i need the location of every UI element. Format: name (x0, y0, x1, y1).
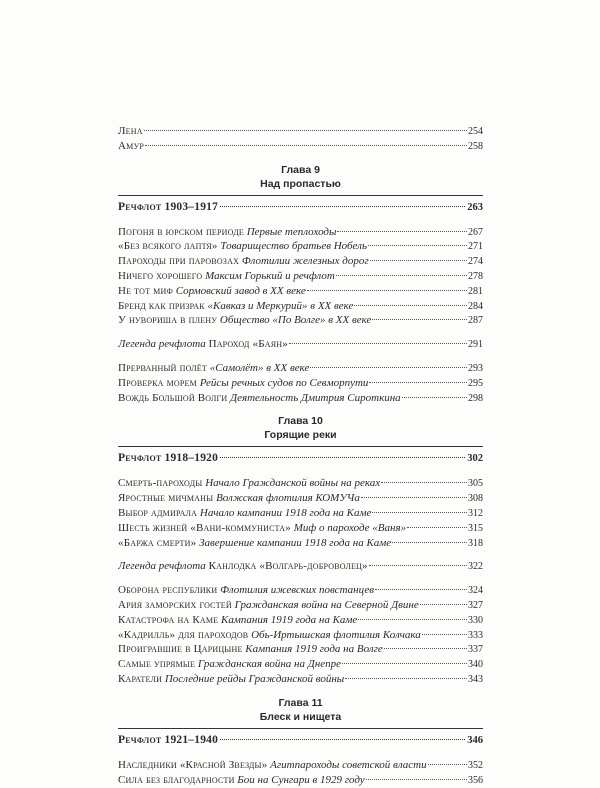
chapter-number: Глава 10 (278, 415, 323, 428)
entry-text (118, 391, 401, 405)
entry-title: Пароход «Баян» (208, 338, 288, 351)
toc-entry (118, 758, 483, 773)
entry-title: Катастрофа на Каме (118, 613, 219, 626)
section-gap (118, 550, 483, 559)
entry-subtitle: Первые теплоходы (246, 225, 337, 238)
entry-title: Яростные мичманы (118, 492, 214, 505)
toc-entry (118, 559, 483, 574)
chapter-heading (118, 415, 483, 442)
entry-title: Проигравшие в Царицыне (118, 643, 243, 656)
part-title: Речфлот 1918–1920 (118, 452, 219, 465)
entry-text (118, 613, 357, 627)
entry-subtitle: Начало Гражданской войны на реках (205, 477, 381, 490)
dot-leader (369, 565, 467, 566)
page-number: 267 (468, 226, 483, 238)
dot-leader (354, 305, 467, 306)
toc-entry (118, 657, 483, 672)
entry-text (118, 559, 368, 573)
toc-entry (118, 124, 483, 139)
toc-entry (118, 521, 483, 536)
entry-title: Сила без благодарности (118, 773, 235, 786)
page-number: 327 (468, 599, 483, 611)
entry-title: Канлодка «Волгарь-доброволец» (208, 560, 368, 573)
dot-leader (345, 678, 467, 679)
page-number: 271 (468, 241, 483, 253)
chapter-heading (118, 164, 483, 191)
entry-title: У нувориша в плену (118, 314, 218, 327)
entry-text (118, 239, 367, 253)
page-number: 340 (468, 659, 483, 671)
entry-title: Вождь Большой Волги (118, 391, 228, 404)
dot-leader (384, 648, 467, 649)
entry-title: Прерванный полёт (118, 361, 207, 374)
dot-leader (358, 619, 467, 620)
page-number: 324 (468, 585, 483, 597)
dot-leader (145, 145, 467, 146)
section-gap (118, 574, 483, 583)
entry-subtitle: Кампания 1919 года на Каме (221, 613, 358, 626)
entry-title: Пароходы при паровозах (118, 255, 240, 268)
dot-leader (392, 542, 467, 543)
entry-text (118, 521, 406, 535)
toc-entry (118, 773, 483, 788)
part-heading (118, 446, 483, 467)
toc-entry (118, 239, 483, 254)
entry-title: Амур (118, 139, 144, 152)
entry-subtitle: Сормовский завод в XX веке (175, 284, 306, 297)
page-number: 291 (468, 339, 483, 351)
chapter-number: Глава 11 (278, 696, 323, 709)
entry-text (118, 313, 371, 327)
toc-entry (118, 491, 483, 506)
dot-leader (361, 497, 467, 498)
entry-title: Выбор адмирала (118, 506, 198, 519)
dot-leader (372, 512, 467, 513)
toc-entry (118, 361, 483, 376)
toc-entry (118, 313, 483, 328)
entry-subtitle: Флотилии железных дорог (241, 255, 369, 268)
section-gap (118, 352, 483, 361)
part-title: Речфлот 1921–1940 (118, 733, 219, 746)
page-number: 333 (468, 629, 483, 641)
chapter-number: Глава 9 (281, 163, 320, 176)
page-number: 295 (468, 377, 483, 389)
dot-leader (220, 206, 465, 207)
dot-leader (366, 779, 467, 780)
entry-title: Проверка морем (118, 376, 197, 389)
dot-leader (420, 604, 467, 605)
section-gap (118, 328, 483, 337)
page-number: 330 (468, 614, 483, 626)
entry-subtitle: Максим Горький и речфлот (205, 269, 335, 282)
entry-text (118, 491, 360, 505)
page-number: 356 (468, 774, 483, 786)
dot-leader (310, 367, 467, 368)
toc-entry (118, 376, 483, 391)
chapter-title: Горящие реки (264, 429, 337, 442)
entry-subtitle: Общество «По Волге» в XX веке (219, 314, 372, 327)
entry-text (118, 337, 288, 351)
entry-subtitle: Миф о пароходе «Ваня» (293, 521, 407, 534)
entry-subtitle: Легенда речфлота (118, 560, 206, 573)
entry-text (118, 642, 383, 656)
page-number: 254 (468, 126, 483, 137)
entry-text (118, 476, 380, 490)
dot-leader (336, 275, 467, 276)
page-number: 308 (468, 493, 483, 505)
chapter-heading (118, 697, 483, 724)
entry-text (118, 598, 419, 612)
dot-leader (370, 260, 467, 261)
entry-text (118, 254, 369, 268)
toc-entry (118, 269, 483, 284)
page-number: 281 (468, 285, 483, 297)
entry-title: Ария заморских гостей (118, 598, 232, 611)
entry-text (118, 758, 427, 772)
entry-subtitle: Рейсы речных судов по Севморпути (199, 376, 369, 389)
entry-subtitle: Легенда речфлота (118, 338, 206, 351)
entry-subtitle: Обь-Иртышская флотилия Колчака (251, 628, 421, 641)
dot-leader (402, 397, 467, 398)
entry-text (118, 583, 374, 597)
dot-leader (372, 319, 467, 320)
entry-title: Самые упрямые (118, 658, 196, 671)
page-number: 312 (468, 507, 483, 519)
dot-leader (375, 589, 467, 590)
toc-entry (118, 284, 483, 299)
dot-leader (381, 482, 467, 483)
entry-text (118, 628, 421, 642)
entry-subtitle: Гражданская война на Днепре (197, 658, 341, 671)
toc-entry (118, 225, 483, 240)
entry-subtitle: Флотилия ижевских повстанцев (220, 584, 375, 597)
dot-leader (407, 527, 467, 528)
dot-leader (289, 343, 467, 344)
entry-title: Лена (118, 125, 143, 137)
toc-entry (118, 506, 483, 521)
entry-text (118, 361, 309, 375)
entry-title: Ничего хорошего (118, 269, 203, 282)
entry-subtitle: Товарищество братьев Нобель (220, 240, 367, 253)
entry-text (118, 225, 336, 239)
toc-entry (118, 476, 483, 491)
dot-leader (144, 130, 467, 131)
toc-entry (118, 613, 483, 628)
part-heading (118, 728, 483, 749)
entry-title: Смерть-пароходы (118, 477, 203, 490)
entry-subtitle: Гражданская война на Северной Двине (234, 598, 419, 611)
entry-subtitle: Бои на Сунгари в 1929 году (237, 773, 365, 786)
entry-title: Не тот миф (118, 284, 173, 297)
page-number: 352 (468, 759, 483, 771)
entry-title: Каратели (118, 672, 163, 685)
part-heading (118, 195, 483, 216)
page-number: 322 (468, 561, 483, 573)
entry-text (118, 139, 144, 153)
page-number: 287 (468, 315, 483, 327)
page-number: 343 (468, 673, 483, 685)
page-number: 263 (467, 201, 483, 213)
page-number: 315 (468, 522, 483, 534)
entry-title: Наследники «Красной Звезды» (118, 758, 268, 771)
entry-text (118, 672, 344, 686)
page-number: 284 (468, 300, 483, 312)
dot-leader (220, 457, 465, 458)
toc-entry (118, 337, 483, 352)
page-number: 305 (468, 478, 483, 490)
entry-subtitle: «Самолёт» в XX веке (209, 361, 310, 374)
dot-leader (368, 245, 467, 246)
table-of-contents (118, 124, 483, 787)
toc-entry (118, 598, 483, 613)
entry-text (118, 773, 365, 787)
dot-leader (307, 290, 467, 291)
page-number: 337 (468, 644, 483, 656)
entry-subtitle: Завершение кампании 1918 года на Каме (199, 536, 392, 549)
entry-text (118, 657, 341, 671)
dot-leader (428, 764, 467, 765)
toc-entry (118, 642, 483, 657)
dot-leader (422, 634, 467, 635)
entry-subtitle: Волжская флотилия КОМУЧа (216, 492, 360, 505)
entry-title: «Без всякого лаптя» (118, 240, 218, 253)
entry-subtitle: «Кавказ и Меркурий» в XX веке (207, 299, 354, 312)
entry-subtitle: Кампания 1919 года на Волге (245, 643, 383, 656)
toc-entry (118, 391, 483, 406)
dot-leader (220, 739, 465, 740)
page-number: 346 (467, 734, 483, 746)
part-title: Речфлот 1903–1917 (118, 200, 219, 213)
page-number: 318 (468, 537, 483, 549)
toc-entry (118, 254, 483, 269)
entry-title: Оборона республики (118, 584, 218, 597)
entry-text (118, 506, 371, 520)
entry-subtitle: Деятельность Дмитрия Сироткина (230, 391, 401, 404)
page-number: 274 (468, 256, 483, 268)
toc-entry (118, 536, 483, 551)
page-number: 293 (468, 362, 483, 374)
toc-entry (118, 139, 483, 154)
entry-title: Шесть жизней «Вани-коммуниста» (118, 521, 291, 534)
page-number: 298 (468, 392, 483, 404)
entry-text (118, 376, 368, 390)
dot-leader (337, 231, 467, 232)
entry-title: Погоня в юрском периоде (118, 225, 244, 238)
entry-title: «Кадрилль» для пароходов (118, 628, 249, 641)
toc-entry (118, 628, 483, 643)
entry-text (118, 269, 335, 283)
entry-text (118, 124, 143, 138)
page-number: 302 (467, 453, 483, 465)
chapter-title: Над пропастью (260, 177, 341, 190)
dot-leader (369, 382, 467, 383)
entry-subtitle: Последние рейды Гражданской войны (164, 672, 345, 685)
page-number: 278 (468, 270, 483, 282)
dot-leader (342, 663, 467, 664)
entry-subtitle: Начало кампании 1918 года на Каме (199, 506, 372, 519)
entry-subtitle: Агитпароходы советской власти (270, 758, 427, 771)
toc-entry (118, 299, 483, 314)
entry-text (118, 536, 391, 550)
entry-text (118, 299, 353, 313)
entry-title: Бренд как призрак (118, 299, 205, 312)
chapter-title: Блеск и нищета (259, 710, 342, 723)
entry-title: «Баржа смерти» (118, 536, 197, 549)
entry-text (118, 284, 306, 298)
page-number: 258 (468, 140, 483, 152)
toc-entry (118, 672, 483, 687)
toc-entry (118, 583, 483, 598)
